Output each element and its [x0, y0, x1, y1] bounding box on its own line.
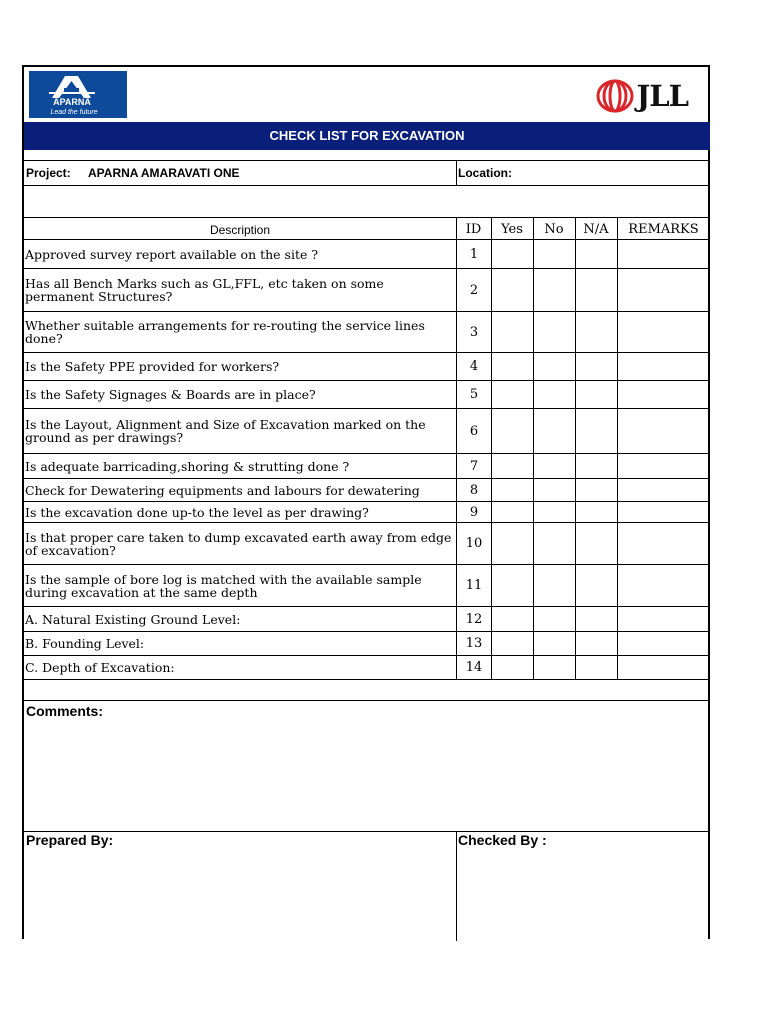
header-na: N/A — [583, 222, 609, 237]
header-yes: Yes — [501, 222, 523, 237]
row-id: 7 — [469, 458, 479, 474]
row-description: Check for Dewatering equipments and labours for dewatering — [25, 482, 420, 498]
header-id: ID — [465, 222, 482, 237]
row-id: 10 — [465, 536, 483, 551]
divider — [24, 217, 710, 218]
row-id: 14 — [465, 660, 483, 675]
row-description: Is the excavation done up-to the level as per drawing? — [25, 504, 369, 520]
header-remarks: REMARKS — [628, 222, 699, 237]
divider — [533, 217, 534, 679]
row-description: Is the Safety PPE provided for workers? — [25, 359, 280, 374]
row-id: 9 — [469, 504, 479, 520]
checked-by-field[interactable] — [457, 852, 710, 940]
row-description: Is the sample of bore log is matched with the available sample during excavation at the same depth — [25, 571, 422, 600]
jll-logo — [596, 78, 688, 114]
location-label: Location: — [458, 166, 512, 180]
row-description: Has all Bench Marks such as GL,FFL, etc taken on some permanent Structures? — [25, 276, 384, 304]
row-description: A. Natural Existing Ground Level: — [25, 611, 241, 627]
row-description: Whether suitable arrangements for re-routing the service lines done? — [25, 318, 425, 346]
aparna-logo — [29, 71, 127, 118]
aparna-logo-name: APARNA — [53, 97, 91, 107]
row-id: 5 — [469, 387, 479, 402]
divider — [456, 160, 457, 185]
jll-emblem-icon — [596, 79, 634, 113]
row-description: B. Founding Level: — [25, 636, 145, 651]
divider — [24, 831, 710, 832]
row-description: Is that proper care taken to dump excavated earth away from edge of excavation? — [25, 529, 452, 558]
comments-field[interactable] — [24, 722, 710, 830]
row-description: Is the Safety Signages & Boards are in place? — [25, 387, 316, 402]
divider — [24, 700, 710, 701]
prepared-by-field[interactable] — [24, 852, 455, 940]
row-id: 1 — [469, 246, 479, 262]
row-id: 12 — [465, 611, 483, 627]
aparna-logo-tagline: Lead the future — [50, 109, 98, 116]
divider — [24, 679, 710, 680]
row-id: 8 — [469, 482, 479, 498]
row-id: 13 — [465, 636, 483, 651]
divider — [24, 160, 710, 161]
divider — [491, 217, 492, 679]
prepared-by-label: Prepared By: — [26, 832, 114, 848]
row-id: 11 — [465, 578, 483, 593]
page-title: CHECK LIST FOR EXCAVATION — [24, 122, 710, 150]
row-description: Approved survey report available on the site ? — [25, 246, 319, 262]
row-id: 2 — [469, 282, 479, 298]
jll-logo-text: JLL — [636, 79, 688, 113]
row-id: 6 — [469, 423, 479, 439]
divider — [24, 185, 710, 186]
checked-by-label: Checked By : — [458, 832, 547, 848]
header-no: No — [544, 222, 564, 237]
header-description: Description — [209, 223, 271, 237]
divider — [575, 217, 576, 679]
project-label: Project: — [26, 166, 71, 180]
checklist-sheet — [22, 65, 710, 939]
divider — [617, 217, 618, 679]
row-id: 3 — [469, 324, 479, 340]
row-id: 4 — [469, 359, 479, 374]
row-description: Is adequate barricading,shoring & strutting done ? — [25, 458, 350, 474]
row-description: Is the Layout, Alignment and Size of Excavation marked on the ground as per drawings? — [25, 417, 426, 445]
project-value[interactable]: APARNA AMARAVATI ONE — [88, 166, 240, 180]
comments-label: Comments: — [26, 703, 104, 719]
row-description: C. Depth of Excavation: — [25, 660, 175, 675]
